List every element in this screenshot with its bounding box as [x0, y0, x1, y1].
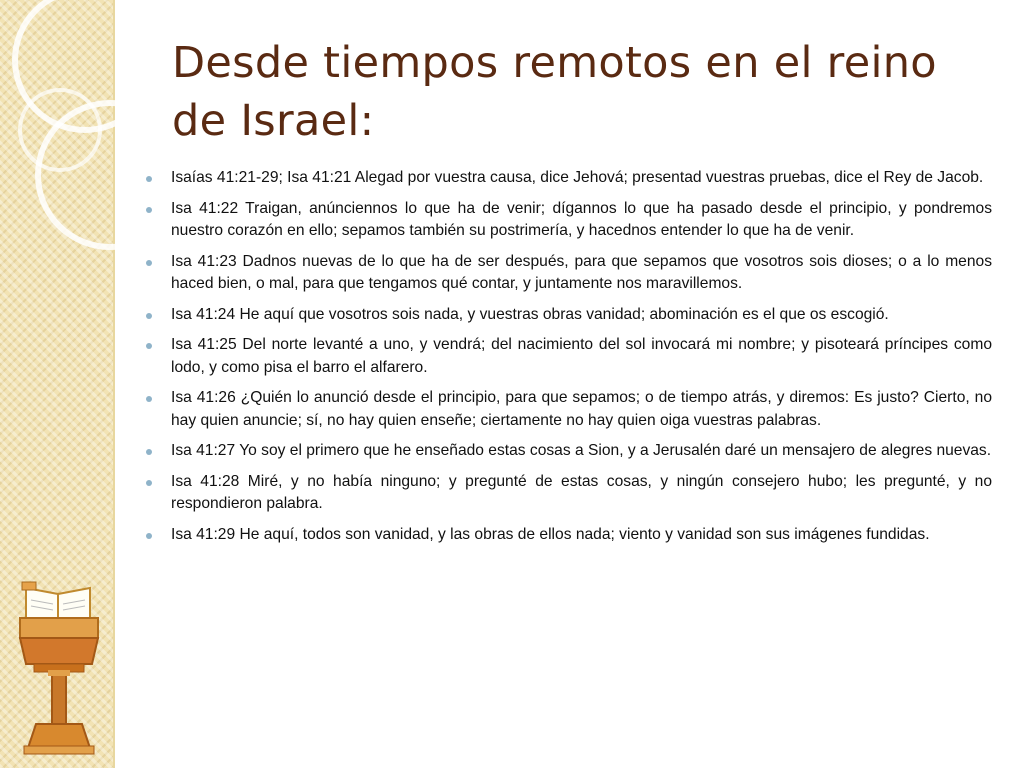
list-item	[146, 440, 992, 463]
list-item-text: Isa 41:28 Miré, y no había ninguno; y pregunté de estas cosas, y ningún consejero hubo; les pregunté, y no respondieron palabra.	[171, 472, 992, 512]
bullet-dot-icon	[146, 343, 152, 349]
list-item-text: Isa 41:25 Del norte levanté a uno, y vendrá; del nacimiento del sol invocará mi nombre; y pisoteará príncipes como lodo, y como pisa el barro el alfarero.	[171, 336, 992, 376]
list-item	[146, 251, 992, 296]
list-item	[146, 167, 992, 190]
list-item-text: Isa 41:24 He aquí que vosotros sois nada, y vuestras obras vanidad; abominación es el que os escogió.	[171, 305, 889, 323]
slide-title: Desde tiempos remotos en el reino de Israel:	[172, 38, 937, 146]
list-item	[146, 334, 992, 379]
bullet-dot-icon	[146, 533, 152, 539]
list-item-text: Isaías 41:21-29; Isa 41:21 Alegad por vuestra causa, dice Jehová; presentad vuestras pruebas, dice el Rey de Jacob.	[171, 169, 984, 186]
bullet-dot-icon	[146, 480, 152, 486]
list-item-text: Isa 41:27 Yo soy el primero que he enseñado estas cosas a Sion, y a Jerusalén daré un mensajero de alegres nuevas.	[171, 442, 992, 459]
list-item	[146, 387, 992, 432]
list-item-text: Isa 41:26 ¿Quién lo anunció desde el principio, para que sepamos; o de tiempo atrás, y diremos: Es justo? Cierto, no hay quien anuncie; sí, no hay quien enseñe; ciertamente no hay quien oiga vuestras palabras.	[171, 389, 992, 429]
list-item	[146, 304, 992, 327]
bullet-dot-icon	[146, 396, 152, 402]
bullet-dot-icon	[146, 449, 152, 455]
list-item	[146, 524, 992, 547]
scripture-list	[146, 167, 992, 554]
bullet-dot-icon	[146, 207, 152, 213]
list-item	[146, 198, 992, 243]
bullet-dot-icon	[146, 313, 152, 319]
list-item-text: Isa 41:29 He aquí, todos son vanidad, y las obras de ellos nada; viento y vanidad son sus imágenes fundidas.	[171, 525, 930, 543]
list-item-text: Isa 41:22 Traigan, anúnciennos lo que ha de venir; dígannos lo que ha pasado desde el principio, y pondremos nuestro corazón en ello; sepamos también su postrimería, y hacednos entender lo que ha de venir.	[171, 199, 992, 239]
list-item	[146, 471, 992, 516]
bullet-dot-icon	[146, 176, 152, 182]
book-lectern-icon	[14, 578, 104, 756]
list-item-text: Isa 41:23 Dadnos nuevas de lo que ha de ser después, para que sepamos que vosotros sois dioses; o a lo menos haced bien, o mal, para que tengamos qué contar, y juntamente nos maravillemos.	[171, 252, 992, 292]
bullet-dot-icon	[146, 260, 152, 266]
